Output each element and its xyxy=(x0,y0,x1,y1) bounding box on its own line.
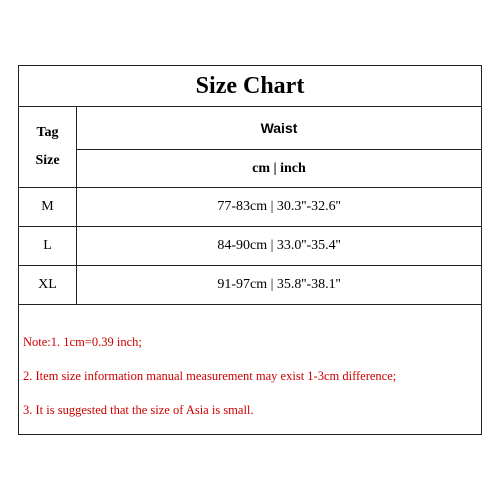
waist-value-cell: 77-83cm | 30.3''-32.6'' xyxy=(217,199,341,214)
tag-label: Tag xyxy=(36,124,59,140)
notes-section xyxy=(19,305,481,434)
waist-header: Waist xyxy=(77,106,481,150)
note-line-2: 2. Item size information manual measurement may exist 1-3cm difference; xyxy=(23,369,397,383)
table-row xyxy=(19,227,481,266)
note-line-3: 3. It is suggested that the size of Asia is small. xyxy=(23,403,254,417)
size-label: Size xyxy=(35,152,60,168)
size-cell: M xyxy=(19,188,77,226)
table-row xyxy=(19,188,481,227)
unit-header: cm | inch xyxy=(77,150,481,188)
waist-value-cell: 91-97cm | 35.8''-38.1'' xyxy=(217,277,341,292)
size-chart-title: Size Chart xyxy=(19,66,481,107)
waist-value-cell: 84-90cm | 33.0''-35.4'' xyxy=(217,238,341,253)
size-cell: XL xyxy=(19,266,77,304)
note-line-1: Note:1. 1cm=0.39 inch; xyxy=(23,335,142,349)
tag-size-header-cell xyxy=(19,106,77,188)
size-chart-table xyxy=(18,65,482,435)
table-row xyxy=(19,266,481,305)
size-cell: L xyxy=(19,227,77,265)
